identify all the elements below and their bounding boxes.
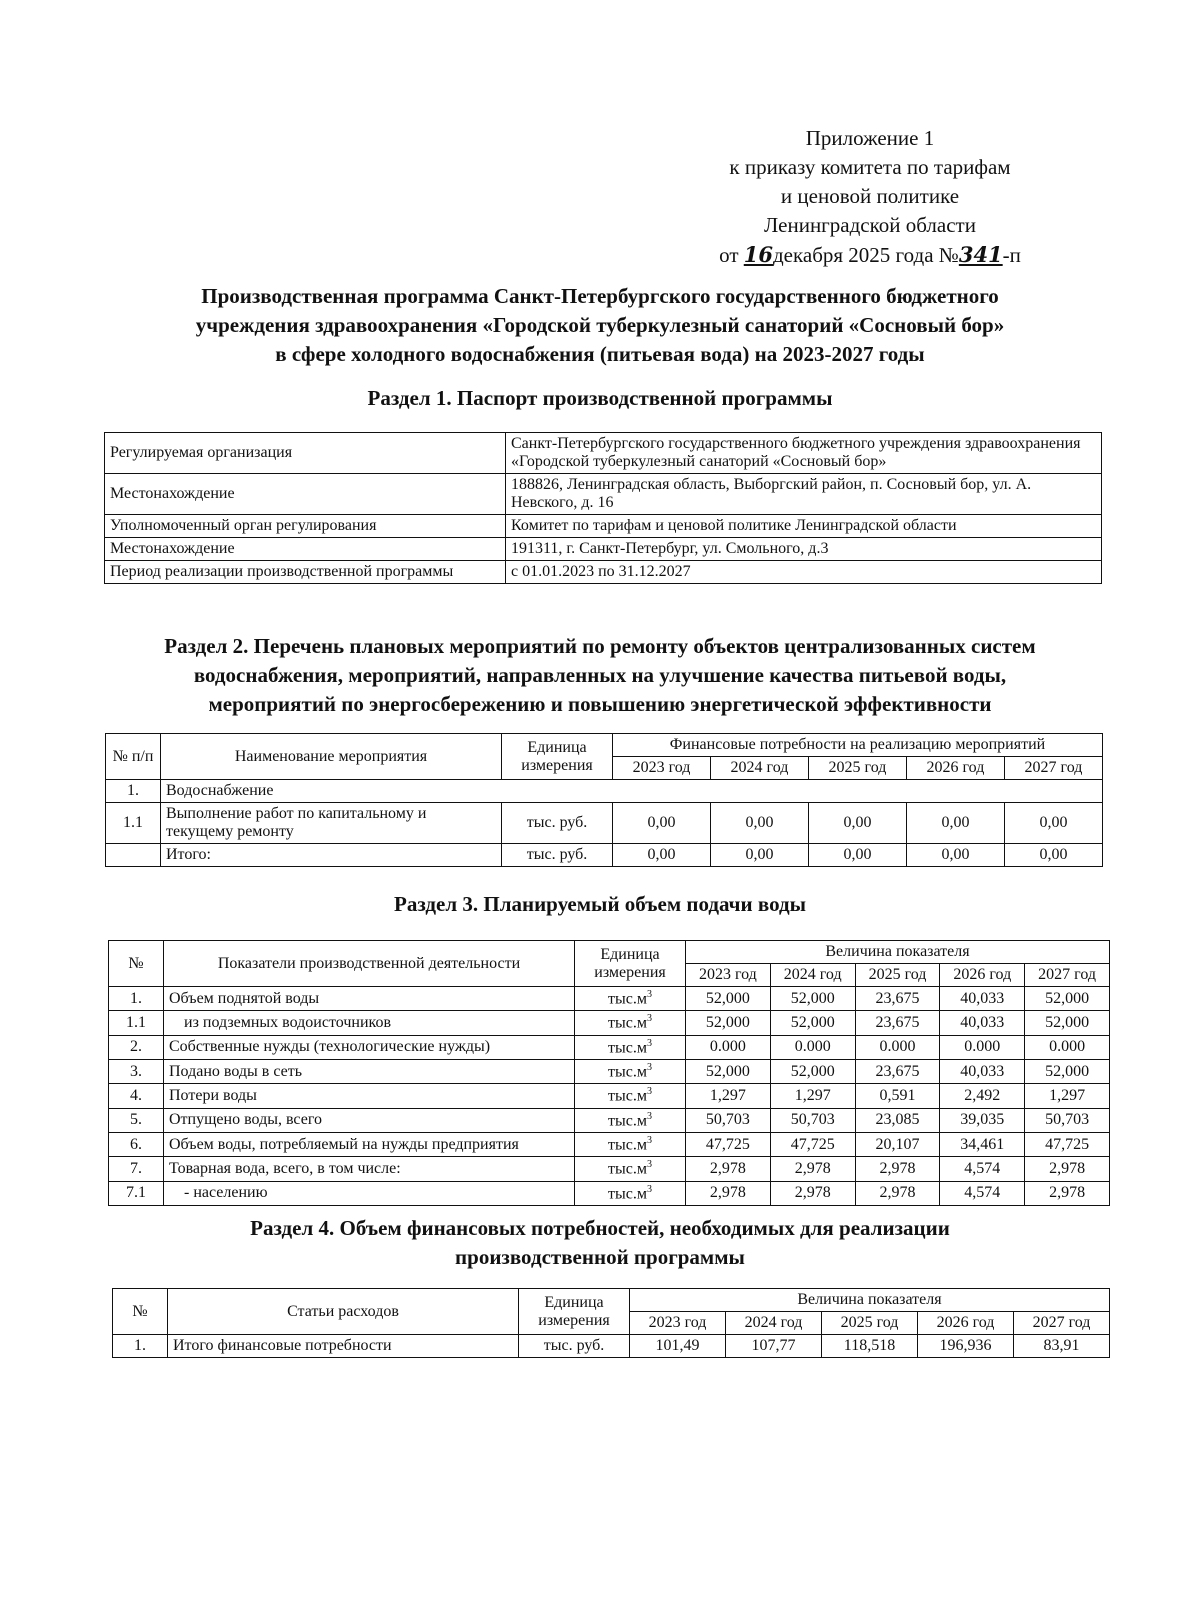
unit-exponent: 3	[646, 1110, 652, 1122]
appendix-line: Приложение 1	[805, 126, 935, 150]
section3-heading: Раздел 3. Планируемый объем подачи воды	[394, 892, 806, 916]
cell-value: 52,000	[770, 1011, 855, 1035]
year-header: 2027 год	[1004, 757, 1102, 780]
cell-value: 0,00	[613, 803, 711, 844]
cell-value: 0,00	[906, 803, 1004, 844]
year-header: 2025 год	[855, 964, 940, 987]
row-no: 1.	[113, 1335, 168, 1358]
row-no: 1.1	[109, 1011, 164, 1035]
unit-text: тыс.м	[608, 1014, 647, 1032]
table-row	[109, 1059, 1110, 1083]
field-label: Уполномоченный орган регулирования	[105, 515, 506, 538]
row-name: Отпущено воды, всего	[164, 1108, 575, 1132]
col-unit: Единица измерения	[575, 941, 686, 987]
cell-value: 0,00	[1004, 803, 1102, 844]
cell-value: 47,725	[686, 1132, 771, 1156]
unit-text: тыс.м	[608, 1038, 647, 1056]
table-row	[105, 515, 1102, 538]
cell-value: 20,107	[855, 1132, 940, 1156]
table-row	[105, 561, 1102, 584]
col-unit: Единица измерения	[502, 734, 613, 780]
table-row	[109, 987, 1110, 1011]
unit-exponent: 3	[646, 1061, 652, 1073]
col-value: Величина показателя	[630, 1289, 1110, 1312]
cell-value: 0.000	[686, 1035, 771, 1059]
table-row	[106, 844, 1103, 867]
row-unit: тыс. руб.	[502, 803, 613, 844]
row-unit	[575, 987, 686, 1011]
unit-text: тыс.м	[608, 1087, 647, 1105]
cell-value: 2,978	[1025, 1157, 1110, 1181]
unit-text: тыс.м	[608, 1160, 647, 1178]
col-no: № п/п	[106, 734, 161, 780]
row-no: 5.	[109, 1108, 164, 1132]
cell-value: 1,297	[770, 1084, 855, 1108]
section4-heading	[100, 1214, 1100, 1272]
row-no: 1.	[109, 987, 164, 1011]
field-value: 188826, Ленинградская область, Выборгский район, п. Сосновый бор, ул. А. Невского, д. 16	[506, 474, 1102, 515]
unit-exponent: 3	[646, 1086, 652, 1098]
cell-value: 0,00	[710, 844, 808, 867]
cell-value: 0,00	[808, 844, 906, 867]
year-header: 2023 год	[686, 964, 771, 987]
row-unit	[575, 1181, 686, 1205]
cell-value: 52,000	[1025, 1059, 1110, 1083]
cell-value: 50,703	[770, 1108, 855, 1132]
cell-value: 52,000	[686, 987, 771, 1011]
row-unit	[575, 1059, 686, 1083]
cell-value: 40,033	[940, 1059, 1025, 1083]
cell-value: 0.000	[855, 1035, 940, 1059]
row-no: 6.	[109, 1132, 164, 1156]
row-no: 7.1	[109, 1181, 164, 1205]
cell-value: 47,725	[770, 1132, 855, 1156]
row-unit: тыс. руб.	[502, 844, 613, 867]
cell-value: 0,00	[808, 803, 906, 844]
col-no: №	[113, 1289, 168, 1335]
row-unit: тыс. руб.	[519, 1335, 630, 1358]
unit-text: тыс.м	[608, 1111, 647, 1129]
cell-value: 40,033	[940, 1011, 1025, 1035]
table-row	[105, 474, 1102, 515]
field-label: Местонахождение	[105, 474, 506, 515]
cell-value: 101,49	[630, 1335, 726, 1358]
unit-exponent: 3	[646, 1183, 652, 1195]
col-name: Показатели производственной деятельности	[164, 941, 575, 987]
measures-table	[105, 733, 1103, 867]
unit-exponent: 3	[646, 1037, 652, 1049]
cell-value: 196,936	[918, 1335, 1014, 1358]
row-name: из подземных водоисточников	[164, 1011, 575, 1035]
row-name: - населению	[164, 1181, 575, 1205]
unit-text: тыс.м	[608, 990, 647, 1008]
cell-value: 2,978	[855, 1181, 940, 1205]
heading-line: водоснабжения, мероприятий, направленных на улучшение качества питьевой воды,	[193, 663, 1007, 687]
water-volume-table	[108, 940, 1110, 1206]
group-name: Водоснабжение	[161, 780, 1103, 803]
cell-value: 2,978	[855, 1157, 940, 1181]
cell-value: 2,978	[686, 1157, 771, 1181]
table-row	[109, 1011, 1110, 1035]
row-unit	[575, 1108, 686, 1132]
handwritten-day: 16	[743, 242, 773, 267]
cell-value: 47,725	[1025, 1132, 1110, 1156]
cell-value: 83,91	[1014, 1335, 1110, 1358]
row-name: Выполнение работ по капитальному и текущему ремонту	[161, 803, 502, 844]
table-row	[106, 803, 1103, 844]
field-value: 191311, г. Санкт-Петербург, ул. Смольного, д.3	[506, 538, 1102, 561]
year-header: 2026 год	[906, 757, 1004, 780]
cell-value: 0,00	[1004, 844, 1102, 867]
cell-value: 50,703	[1025, 1108, 1110, 1132]
year-header: 2024 год	[726, 1312, 822, 1335]
cell-value: 0,591	[855, 1084, 940, 1108]
financial-needs-table	[112, 1288, 1110, 1358]
row-name: Итого:	[161, 844, 502, 867]
heading-line: мероприятий по энергосбережению и повышению энергетической эффективности	[208, 692, 992, 716]
cell-value: 1,297	[686, 1084, 771, 1108]
cell-value: 23,675	[855, 1059, 940, 1083]
cell-value: 0,00	[613, 844, 711, 867]
col-financial: Финансовые потребности на реализацию мероприятий	[613, 734, 1103, 757]
unit-text: тыс.м	[608, 1063, 647, 1081]
appendix-line: к приказу комитета по тарифам	[729, 155, 1011, 179]
heading-line: Раздел 2. Перечень плановых мероприятий по ремонту объектов централизованных систем	[164, 634, 1036, 658]
cell-value: 23,675	[855, 987, 940, 1011]
row-no: 7.	[109, 1157, 164, 1181]
cell-value: 2,978	[686, 1181, 771, 1205]
cell-value: 39,035	[940, 1108, 1025, 1132]
cell-value: 1,297	[1025, 1084, 1110, 1108]
field-label: Местонахождение	[105, 538, 506, 561]
year-header: 2023 год	[613, 757, 711, 780]
table-row	[105, 433, 1102, 474]
row-unit	[575, 1084, 686, 1108]
cell-value: 118,518	[822, 1335, 918, 1358]
cell-value: 2,492	[940, 1084, 1025, 1108]
col-no: №	[109, 941, 164, 987]
unit-exponent: 3	[646, 989, 652, 1000]
cell-value: 2,978	[770, 1181, 855, 1205]
row-no: 1.1	[106, 803, 161, 844]
section2-heading	[60, 632, 1140, 719]
col-name: Наименование мероприятия	[161, 734, 502, 780]
cell-value: 4,574	[940, 1181, 1025, 1205]
row-name: Итого финансовые потребности	[168, 1335, 519, 1358]
row-unit	[575, 1011, 686, 1035]
col-value: Величина показателя	[686, 941, 1110, 964]
unit-text: тыс.м	[608, 1136, 647, 1154]
cell-value: 52,000	[770, 987, 855, 1011]
row-name: Потери воды	[164, 1084, 575, 1108]
handwritten-number: 341	[958, 242, 1003, 267]
cell-value: 40,033	[940, 987, 1025, 1011]
cell-value: 0.000	[1025, 1035, 1110, 1059]
appendix-header	[700, 124, 1040, 270]
unit-exponent: 3	[646, 1134, 652, 1146]
row-no: 2.	[109, 1035, 164, 1059]
table-row	[109, 1108, 1110, 1132]
table-row	[109, 1084, 1110, 1108]
cell-value: 23,675	[855, 1011, 940, 1035]
row-no	[106, 844, 161, 867]
unit-text: тыс.м	[608, 1184, 647, 1202]
cell-value: 52,000	[686, 1011, 771, 1035]
appendix-line: и ценовой политике	[780, 184, 960, 208]
section1-heading: Раздел 1. Паспорт производственной программы	[367, 386, 833, 410]
table-row	[109, 1181, 1110, 1205]
cell-value: 50,703	[686, 1108, 771, 1132]
cell-value: 52,000	[686, 1059, 771, 1083]
cell-value: 34,461	[940, 1132, 1025, 1156]
cell-value: 52,000	[1025, 987, 1110, 1011]
cell-value: 2,978	[1025, 1181, 1110, 1205]
title-line: учреждения здравоохранения «Городской туберкулезный санаторий «Сосновый бор»	[195, 313, 1005, 337]
cell-value: 0.000	[940, 1035, 1025, 1059]
table-row	[109, 1035, 1110, 1059]
row-name: Подано воды в сеть	[164, 1059, 575, 1083]
unit-exponent: 3	[646, 1159, 652, 1171]
cell-value: 2,978	[770, 1157, 855, 1181]
year-header: 2026 год	[940, 964, 1025, 987]
year-header: 2024 год	[710, 757, 808, 780]
row-unit	[575, 1035, 686, 1059]
row-unit	[575, 1132, 686, 1156]
field-label: Период реализации производственной программы	[105, 561, 506, 584]
table-row	[109, 1157, 1110, 1181]
heading-line: производственной программы	[455, 1245, 745, 1269]
row-no: 3.	[109, 1059, 164, 1083]
cell-value: 0,00	[710, 803, 808, 844]
cell-value: 52,000	[770, 1059, 855, 1083]
year-header: 2023 год	[630, 1312, 726, 1335]
table-row	[109, 1132, 1110, 1156]
number-suffix: -п	[1002, 243, 1021, 267]
col-unit: Единица измерения	[519, 1289, 630, 1335]
date-text: декабря 2025 года №	[772, 243, 959, 267]
table-row	[113, 1335, 1110, 1358]
title-line: в сфере холодного водоснабжения (питьевая вода) на 2023-2027 годы	[275, 342, 925, 366]
year-header: 2027 год	[1025, 964, 1110, 987]
year-header: 2026 год	[918, 1312, 1014, 1335]
year-header: 2025 год	[808, 757, 906, 780]
year-header: 2027 год	[1014, 1312, 1110, 1335]
field-value: Комитет по тарифам и ценовой политике Ленинградской области	[506, 515, 1102, 538]
row-name: Товарная вода, всего, в том числе:	[164, 1157, 575, 1181]
passport-table	[104, 432, 1102, 584]
cell-value: 107,77	[726, 1335, 822, 1358]
document-title	[100, 282, 1100, 369]
col-name: Статьи расходов	[168, 1289, 519, 1335]
row-name: Объем поднятой воды	[164, 987, 575, 1011]
field-value: Санкт-Петербургского государственного бюджетного учреждения здравоохранения «Городской туберкулезный санаторий «Сосновый бор»	[506, 433, 1102, 474]
table-row	[105, 538, 1102, 561]
cell-value: 52,000	[1025, 1011, 1110, 1035]
appendix-line: Ленинградской области	[764, 213, 976, 237]
group-no: 1.	[106, 780, 161, 803]
row-no: 4.	[109, 1084, 164, 1108]
row-unit	[575, 1157, 686, 1181]
order-date-line	[700, 240, 1040, 270]
date-prefix: от	[719, 243, 739, 267]
row-name: Собственные нужды (технологические нужды)	[164, 1035, 575, 1059]
cell-value: 0.000	[770, 1035, 855, 1059]
title-line: Производственная программа Санкт-Петербургского государственного бюджетного	[201, 284, 999, 308]
year-header: 2025 год	[822, 1312, 918, 1335]
year-header: 2024 год	[770, 964, 855, 987]
cell-value: 0,00	[906, 844, 1004, 867]
field-value: с 01.01.2023 по 31.12.2027	[506, 561, 1102, 584]
unit-exponent: 3	[646, 1013, 652, 1025]
field-label: Регулируемая организация	[105, 433, 506, 474]
heading-line: Раздел 4. Объем финансовых потребностей, необходимых для реализации	[250, 1216, 950, 1240]
cell-value: 23,085	[855, 1108, 940, 1132]
row-name: Объем воды, потребляемый на нужды предприятия	[164, 1132, 575, 1156]
cell-value: 4,574	[940, 1157, 1025, 1181]
